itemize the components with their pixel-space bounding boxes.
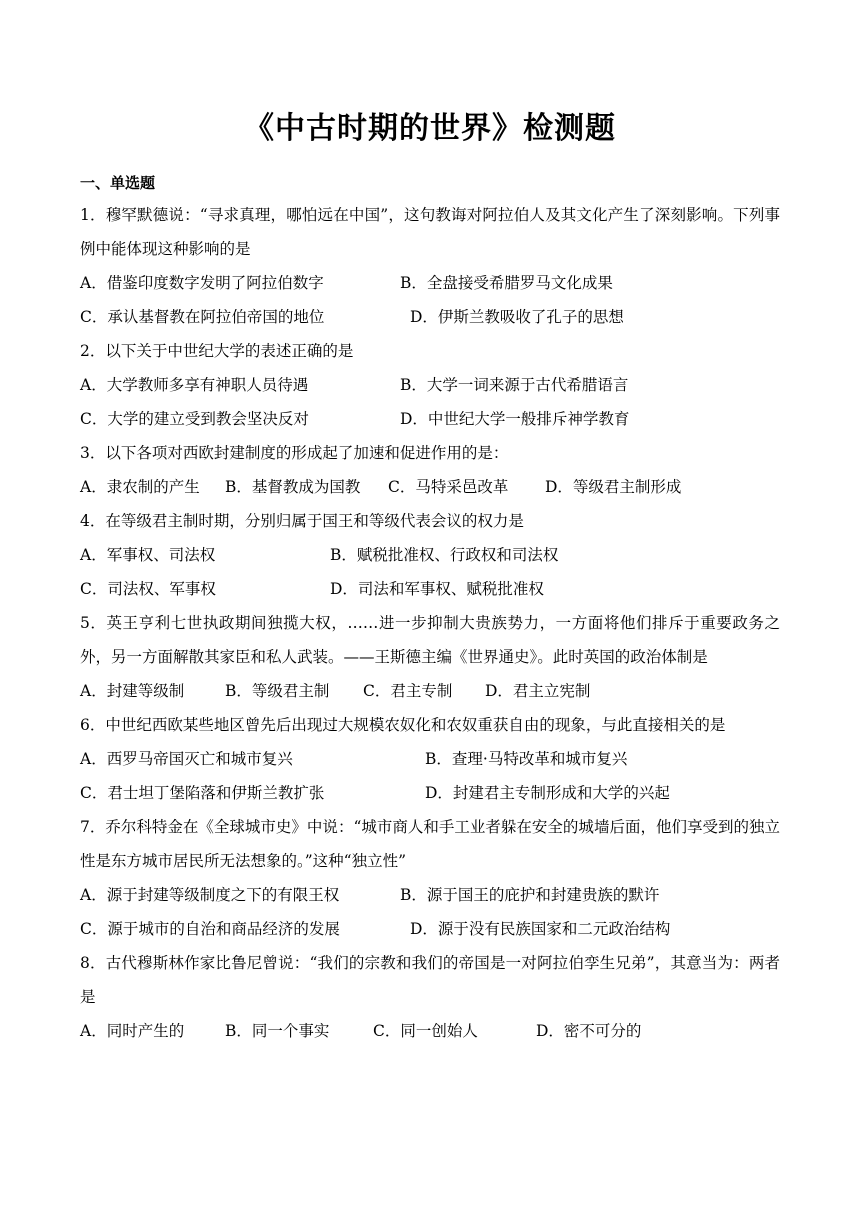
question-list: [80, 198, 780, 1048]
option-row: [80, 912, 780, 946]
option: B．大学一词来源于古代希腊语言: [400, 376, 629, 394]
option-row: [80, 776, 780, 810]
option: A．借鉴印度数字发明了阿拉伯数字: [80, 274, 324, 292]
option: A．军事权、司法权: [80, 546, 216, 564]
option-row: [80, 674, 780, 708]
question-stem: 6．中世纪西欧某些地区曾先后出现过大规模农奴化和农奴重获自由的现象，与此直接相关的是: [80, 716, 726, 734]
option: A．大学教师多享有神职人员待遇: [80, 376, 309, 394]
option-row: [80, 1014, 780, 1048]
option: B．全盘接受希腊罗马文化成果: [400, 274, 613, 292]
option-row: [80, 402, 780, 436]
option: D．伊斯兰教吸收了孔子的思想: [410, 308, 624, 326]
option: D．密不可分的: [536, 1022, 642, 1040]
question-stem: 5．英王亨利七世执政期间独揽大权，……进一步抑制大贵族势力，一方面将他们排斥于重要政务之外，另一方面解散其家臣和私人武装。——王斯德主编《世界通史》。此时英国的政治体制是: [80, 614, 780, 666]
option-row: [80, 742, 780, 776]
option: D．封建君主专制形成和大学的兴起: [425, 784, 670, 802]
option: C．同一创始人: [373, 1022, 478, 1040]
option-row: [80, 300, 780, 334]
option-row: [80, 470, 780, 504]
option-row: [80, 538, 780, 572]
document-title: 《中古时期的世界》检测题: [244, 111, 616, 146]
question-stem: 1．穆罕默德说：“寻求真理，哪怕远在中国”，这句教诲对阿拉伯人及其文化产生了深刻影响。下列事例中能体现这种影响的是: [80, 206, 780, 258]
option: C．君士坦丁堡陷落和伊斯兰教扩张: [80, 784, 325, 802]
question-stem: 8．古代穆斯林作家比鲁尼曾说：“我们的宗教和我们的帝国是一对阿拉伯孪生兄弟”，其意当为：两者是: [80, 954, 780, 1006]
option-row: [80, 266, 780, 300]
question-stem: 2．以下关于中世纪大学的表述正确的是: [80, 342, 354, 360]
question-stem: 3．以下各项对西欧封建制度的形成起了加速和促进作用的是：: [80, 444, 509, 462]
option: B．基督教成为国教: [225, 478, 361, 496]
option: A．封建等级制: [80, 682, 185, 700]
option: C．大学的建立受到教会坚决反对: [80, 410, 309, 428]
option: B．同一个事实: [225, 1022, 330, 1040]
option: D．中世纪大学一般排斥神学教育: [400, 410, 630, 428]
option: C．君主专制: [363, 682, 453, 700]
option: A．同时产生的: [80, 1022, 185, 1040]
option-row: [80, 572, 780, 606]
option: B．源于国王的庇护和封建贵族的默许: [400, 886, 660, 904]
option: D．司法和军事权、赋税批准权: [330, 580, 544, 598]
option-row: [80, 878, 780, 912]
option: D．君主立宪制: [485, 682, 591, 700]
option: C．马特采邑改革: [388, 478, 509, 496]
option: B．赋税批准权、行政权和司法权: [330, 546, 559, 564]
question-stem: 7．乔尔科特金在《全球城市史》中说：“城市商人和手工业者躲在安全的城墙后面，他们享受到的独立性是东方城市居民所无法想象的。”这种“独立性”: [80, 818, 780, 870]
option: C．源于城市的自治和商品经济的发展: [80, 920, 340, 938]
option: A．西罗马帝国灭亡和城市复兴: [80, 750, 293, 768]
option: A．隶农制的产生: [80, 478, 200, 496]
option: B．查理·马特改革和城市复兴: [425, 750, 628, 768]
option: C．司法权、军事权: [80, 580, 216, 598]
option-row: [80, 368, 780, 402]
option: D．等级君主制形成: [545, 478, 682, 496]
option: D．源于没有民族国家和二元政治结构: [410, 920, 671, 938]
section-heading: 一、单选题: [80, 174, 156, 192]
question-stem: 4．在等级君主制时期，分别归属于国王和等级代表会议的权力是: [80, 512, 524, 530]
option: A．源于封建等级制度之下的有限王权: [80, 886, 340, 904]
option: B．等级君主制: [225, 682, 330, 700]
option: C．承认基督教在阿拉伯帝国的地位: [80, 308, 325, 326]
